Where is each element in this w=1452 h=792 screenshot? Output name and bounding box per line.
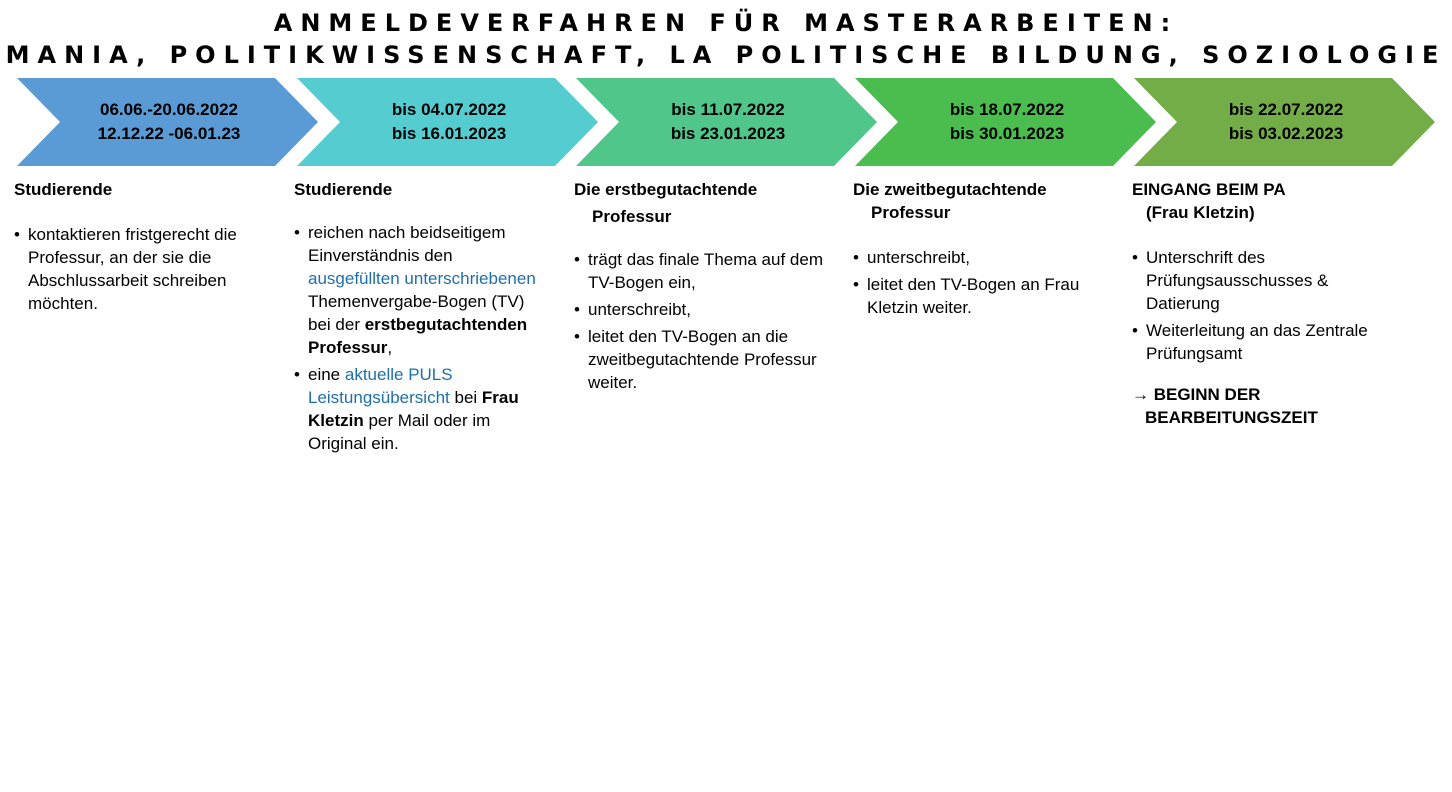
column-step-1 bbox=[14, 178, 254, 319]
column-1-heading: Studierende bbox=[14, 180, 113, 199]
column-5-heading-1: EINGANG BEIM PA bbox=[1132, 180, 1286, 199]
text: Themenvergabe-Bogen (TV) bei der bbox=[308, 292, 525, 334]
column-step-4 bbox=[853, 178, 1083, 323]
bold-text: erstbegutachtenden Professur bbox=[308, 315, 528, 357]
step-3-date-1: bis 11.07.2022 bbox=[671, 100, 785, 119]
column-3-heading-1: Die erstbegutachtende bbox=[574, 180, 758, 199]
column-3-bullet-3: • leitet den TV-Bogen an die zweitbegutachtende Professur weiter. bbox=[574, 325, 824, 394]
column-2-heading: Studierende bbox=[294, 180, 393, 199]
column-3-heading-2: Professur bbox=[592, 207, 672, 226]
column-3-bullet-1: • trägt das finale Thema auf dem TV-Bogen ein, bbox=[574, 248, 824, 294]
text: bei bbox=[449, 388, 482, 407]
column-1-bullet-1: • kontaktieren fristgerecht die Professur, an der sie die Abschlussarbeit schreiben möchten. bbox=[14, 223, 254, 315]
puls-link[interactable]: aktuelle PULS Leistungsübersicht bbox=[308, 365, 453, 407]
column-1-list bbox=[14, 223, 254, 315]
column-step-2 bbox=[294, 178, 544, 459]
title-line-1: ANMELDEVERFAHREN FÜR MASTERARBEITEN: bbox=[273, 9, 1179, 37]
text: eine bbox=[308, 365, 345, 384]
column-4-bullet-1: • unterschreibt, bbox=[853, 246, 1083, 269]
step-1-date-2: 12.12.22 -06.01.23 bbox=[97, 124, 241, 143]
column-2-bullet-1 bbox=[294, 221, 544, 359]
step-5-date-2: bis 03.02.2023 bbox=[1228, 124, 1344, 143]
step-3-date-2: bis 23.01.2023 bbox=[670, 124, 786, 143]
column-step-3 bbox=[574, 178, 824, 398]
step-5-dates bbox=[1166, 98, 1406, 146]
title-line-2: MANIA, POLITIKWISSENSCHAFT, LA POLITISCHE BILDUNG, SOZIOLOGIE bbox=[5, 41, 1447, 69]
bold-text: Frau Kletzin bbox=[308, 388, 519, 430]
column-5-heading-2: (Frau Kletzin) bbox=[1146, 203, 1255, 222]
column-step-5 bbox=[1132, 178, 1372, 429]
column-3-list bbox=[574, 248, 824, 394]
text: , bbox=[387, 338, 393, 357]
step-2-date-2: bis 16.01.2023 bbox=[391, 124, 507, 143]
final-note-2: BEARBEITUNGSZEIT bbox=[1145, 408, 1318, 427]
step-2-dates bbox=[329, 98, 569, 146]
step-1-dates bbox=[49, 98, 289, 146]
step-4-date-2: bis 30.01.2023 bbox=[949, 124, 1065, 143]
text: reichen nach beidseitigem Einverständnis den bbox=[308, 223, 506, 265]
column-5-list bbox=[1132, 246, 1372, 365]
step-4-date-1: bis 18.07.2022 bbox=[949, 100, 1065, 119]
process-arrows bbox=[0, 0, 1452, 180]
step-5-date-1: bis 22.07.2022 bbox=[1228, 100, 1344, 119]
step-1-date-1: 06.06.-20.06.2022 bbox=[99, 100, 238, 119]
column-5-bullet-1: • Unterschrift des Prüfungsausschusses & Datierung bbox=[1132, 246, 1372, 315]
column-2-bullet-2 bbox=[294, 363, 544, 455]
form-link[interactable]: ausgefüllten unterschriebenen bbox=[308, 269, 536, 288]
step-2-date-1: bis 04.07.2022 bbox=[391, 100, 507, 119]
column-4-bullet-2: • leitet den TV-Bogen an Frau Kletzin weiter. bbox=[853, 273, 1083, 319]
step-4-dates bbox=[887, 98, 1127, 146]
final-note-1: → BEGINN DER bbox=[1132, 385, 1261, 404]
column-5-bullet-2: • Weiterleitung an das Zentrale Prüfungsamt bbox=[1132, 319, 1372, 365]
column-4-heading-1: Die zweitbegutachtende bbox=[853, 180, 1047, 199]
column-2-list bbox=[294, 221, 544, 455]
step-3-dates bbox=[608, 98, 848, 146]
text: per Mail oder im Original ein. bbox=[308, 411, 491, 453]
column-4-heading-2: Professur bbox=[871, 203, 951, 222]
column-3-bullet-2: • unterschreibt, bbox=[574, 298, 824, 321]
column-4-list bbox=[853, 246, 1083, 319]
